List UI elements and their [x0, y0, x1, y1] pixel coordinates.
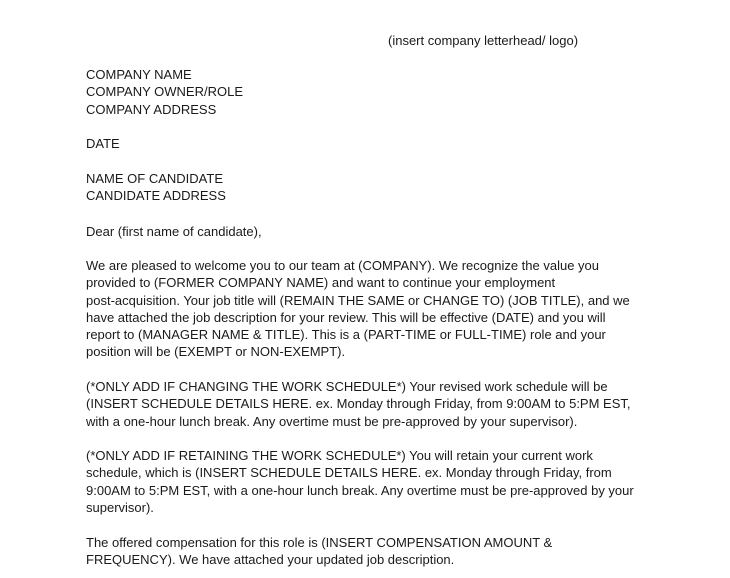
paragraph-line: supervisor). [86, 499, 154, 515]
company-address: COMPANY ADDRESS [86, 101, 217, 117]
paragraph-line: (*ONLY ADD IF CHANGING THE WORK SCHEDULE*) Your revised work schedule will be [86, 379, 608, 394]
letterhead-placeholder: (insert company letterhead/ logo) [388, 33, 579, 48]
paragraph-changing-schedule [86, 378, 631, 430]
sender-block [86, 66, 243, 118]
letter-date: DATE [86, 136, 120, 151]
paragraph-compensation [86, 534, 552, 569]
paragraph-line: have attached the job description for your review. This will be effective (DATE) and you will [86, 309, 606, 325]
company-owner-role: COMPANY OWNER/ROLE [86, 84, 243, 100]
company-name: COMPANY NAME [86, 67, 192, 82]
date-block [86, 135, 120, 152]
paragraph-line: position will be (EXEMPT or NON-EXEMPT). [86, 344, 346, 360]
paragraph-line: schedule, which is (INSERT SCHEDULE DETAILS HERE. ex. Monday through Friday, from [86, 465, 612, 481]
paragraph-line: 9:00AM to 5:PM EST, with a one-hour lunch break. Any overtime must be pre-approved by your [86, 482, 634, 498]
paragraph-line: provided to (FORMER COMPANY NAME) and want to continue your employment [86, 275, 556, 291]
candidate-address: CANDIDATE ADDRESS [86, 188, 226, 204]
candidate-name: NAME OF CANDIDATE [86, 171, 223, 186]
paragraph-line: The offered compensation for this role is (INSERT COMPENSATION AMOUNT & [86, 535, 553, 550]
paragraph-line: FREQUENCY). We have attached your updated job description. [86, 552, 455, 568]
paragraph-line: report to (MANAGER NAME & TITLE). This is a (PART-TIME or FULL-TIME) role and your [86, 327, 606, 343]
paragraph-line: with a one-hour lunch break. Any overtime must be pre-approved by your supervisor). [86, 413, 578, 429]
salutation-block [86, 223, 262, 240]
salutation: Dear (first name of candidate), [86, 224, 262, 239]
paragraph-line: post-acquisition. Your job title will (REMAIN THE SAME or CHANGE TO) (JOB TITLE), and we [86, 292, 630, 308]
recipient-block [86, 170, 226, 205]
paragraph-line: We are pleased to welcome you to our team at (COMPANY). We recognize the value you [86, 258, 600, 273]
paragraph-retaining-schedule [86, 447, 634, 516]
paragraph-welcome [86, 257, 630, 361]
paragraph-line: (INSERT SCHEDULE DETAILS HERE. ex. Monday through Friday, from 9:00AM to 5:PM EST, [86, 396, 631, 412]
paragraph-line: (*ONLY ADD IF RETAINING THE WORK SCHEDULE*) You will retain your current work [86, 448, 593, 463]
